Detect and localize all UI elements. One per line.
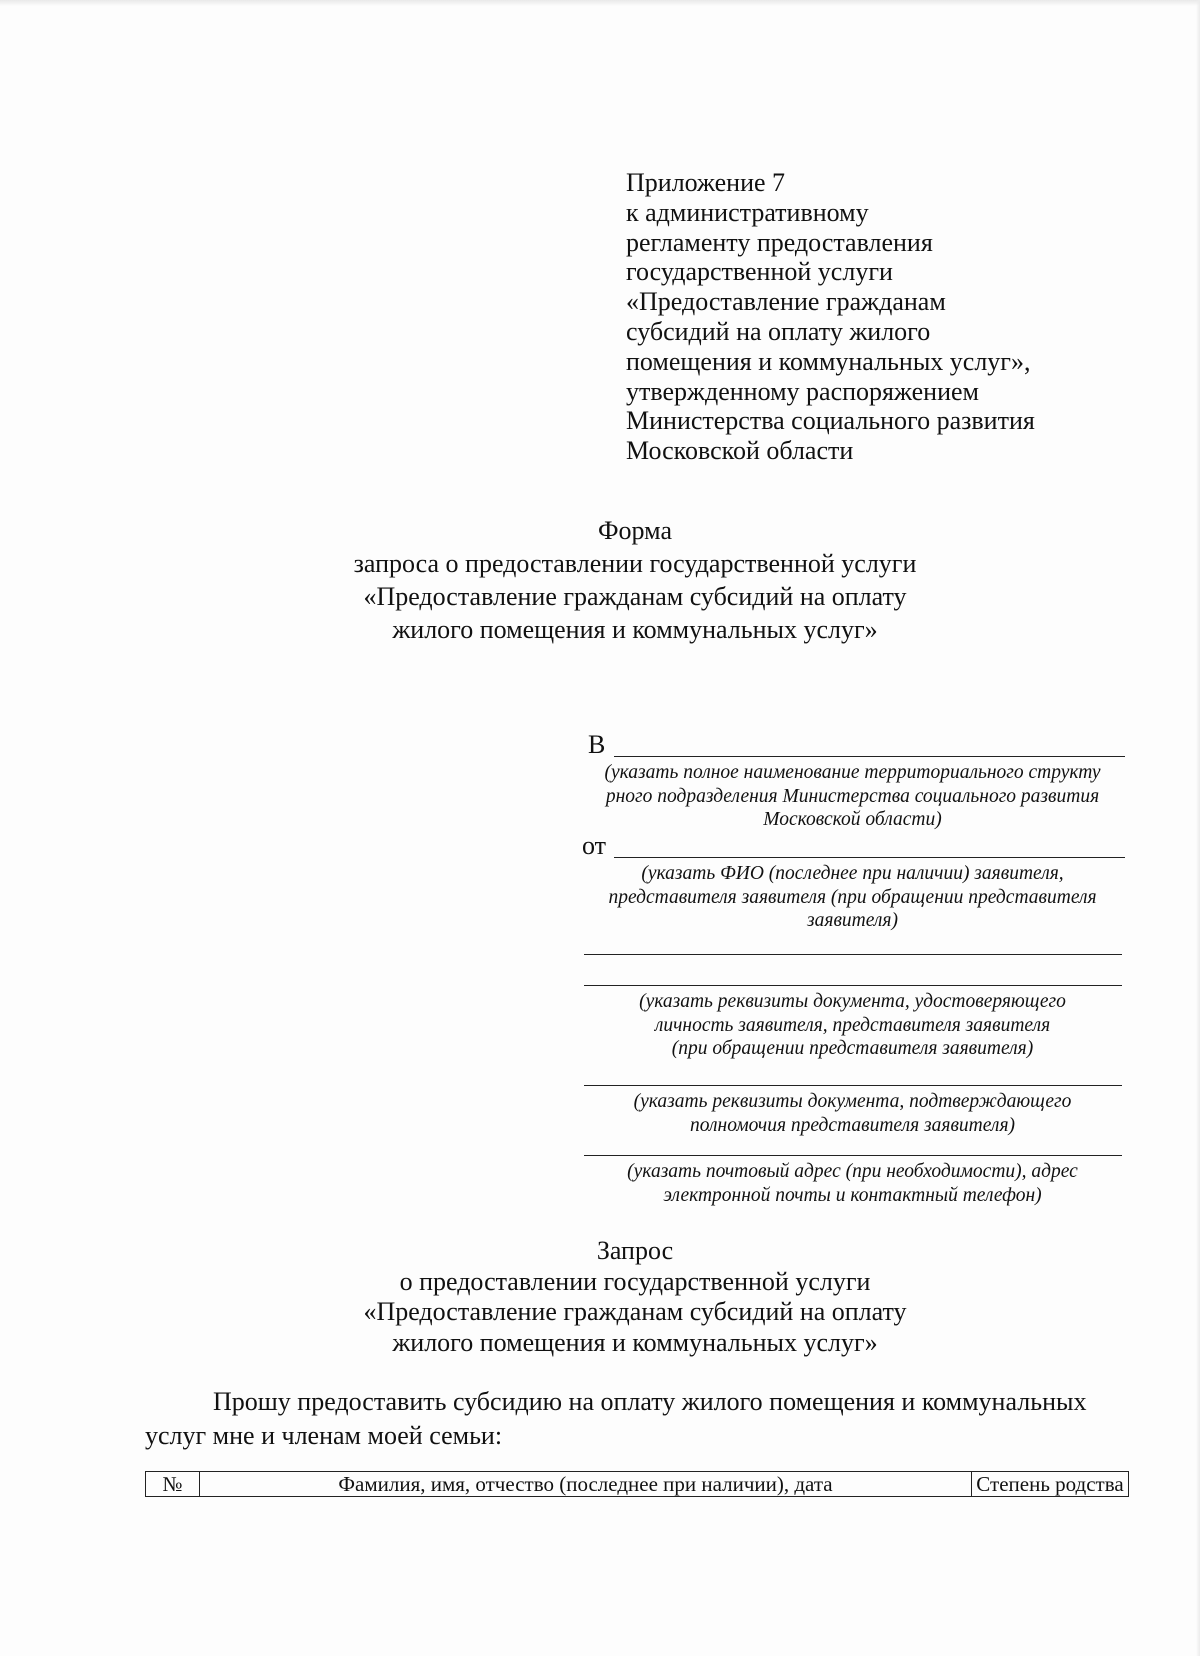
id-doc-hint-line: (при обращении представителя заявителя) [671,1038,1034,1059]
id-doc-line-2[interactable] [584,985,1122,986]
contact-hint-line: (указать почтовый адрес (при необходимости), адрес [627,1161,1078,1182]
appendix-line: Приложение 7 [626,168,786,197]
to-hint-line: Московской области) [763,809,942,830]
id-doc-hint [580,990,1125,1061]
to-hint [580,761,1125,832]
authority-doc-line[interactable] [584,1085,1122,1086]
request-title-line: о предоставлении государственной услуги [399,1266,871,1296]
appendix-line: помещения и коммунальных услуг», [626,346,1031,376]
to-hint-line: рного подразделения Министерства социального развития [605,785,1100,807]
authority-doc-hint [580,1090,1125,1137]
appendix-line: к административному [626,197,869,227]
request-title-line: жилого помещения и коммунальных услуг» [392,1327,878,1357]
form-title-line: «Предоставление гражданам субсидий на оплату [363,582,907,611]
contact-line[interactable] [584,1155,1122,1156]
contact-hint [580,1160,1125,1207]
id-doc-line-1[interactable] [584,954,1122,955]
request-title [140,1236,1130,1358]
paragraph-line: услуг мне и членам моей семьи: [145,1421,503,1450]
from-field-line[interactable] [614,857,1125,858]
appendix-line: государственной услуги [626,257,893,287]
to-field-line[interactable] [614,756,1125,757]
appendix-line: Московской области [626,436,854,466]
from-hint-line: заявителя) [807,910,898,931]
form-title-line: жилого помещения и коммунальных услуг» [392,615,878,644]
to-field-row [580,727,1125,761]
form-title-line: запроса о предоставлении государственной услуги [353,549,917,578]
from-hint-line: (указать ФИО (последнее при наличии) заявителя, [641,863,1064,884]
authority-doc-hint-line: полномочия представителя заявителя) [690,1114,1015,1136]
appendix-line: субсидий на оплату жилого [626,316,931,346]
scan-top-shadow [0,0,1200,6]
appendix-line: «Предоставление гражданам [626,287,946,317]
id-doc-hint-line: (указать реквизиты документа, удостоверяющего [639,991,1066,1012]
from-field-row [580,828,1125,862]
form-title [140,514,1130,646]
table-header-full-name: Фамилия, имя, отчество (последнее при наличии), дата [200,1472,972,1496]
to-prefix: В [588,730,606,759]
table-header-relationship: Степень родства [976,1472,1124,1496]
from-prefix: от [582,831,607,860]
request-title-line: Запрос [596,1236,674,1265]
from-hint-line: представителя заявителя (при обращении представителя [608,886,1097,908]
form-title-line: Форма [598,516,672,545]
paragraph-line: Прошу предоставить субсидию на оплату жилого помещения и коммунальных [213,1387,1087,1416]
request-title-line: «Предоставление гражданам субсидий на оплату [363,1297,907,1326]
contact-hint-line: электронной почты и контактный телефон) [663,1184,1042,1206]
appendix-block [626,168,1106,466]
appendix-line: регламенту предоставления [626,227,933,257]
to-hint-line: (указать полное наименование территориального структу [604,762,1101,783]
scan-right-shadow [1196,0,1200,1656]
appendix-line: Министерства социального развития [626,406,1035,436]
table-header-number: № [146,1472,200,1496]
from-hint [580,862,1125,933]
request-paragraph [145,1385,1130,1453]
appendix-line: утвержденному распоряжением [626,376,979,406]
family-members-table [145,1471,1129,1497]
authority-doc-hint-line: (указать реквизиты документа, подтверждающего [633,1091,1072,1112]
id-doc-hint-line: личность заявителя, представителя заявителя [654,1014,1051,1036]
